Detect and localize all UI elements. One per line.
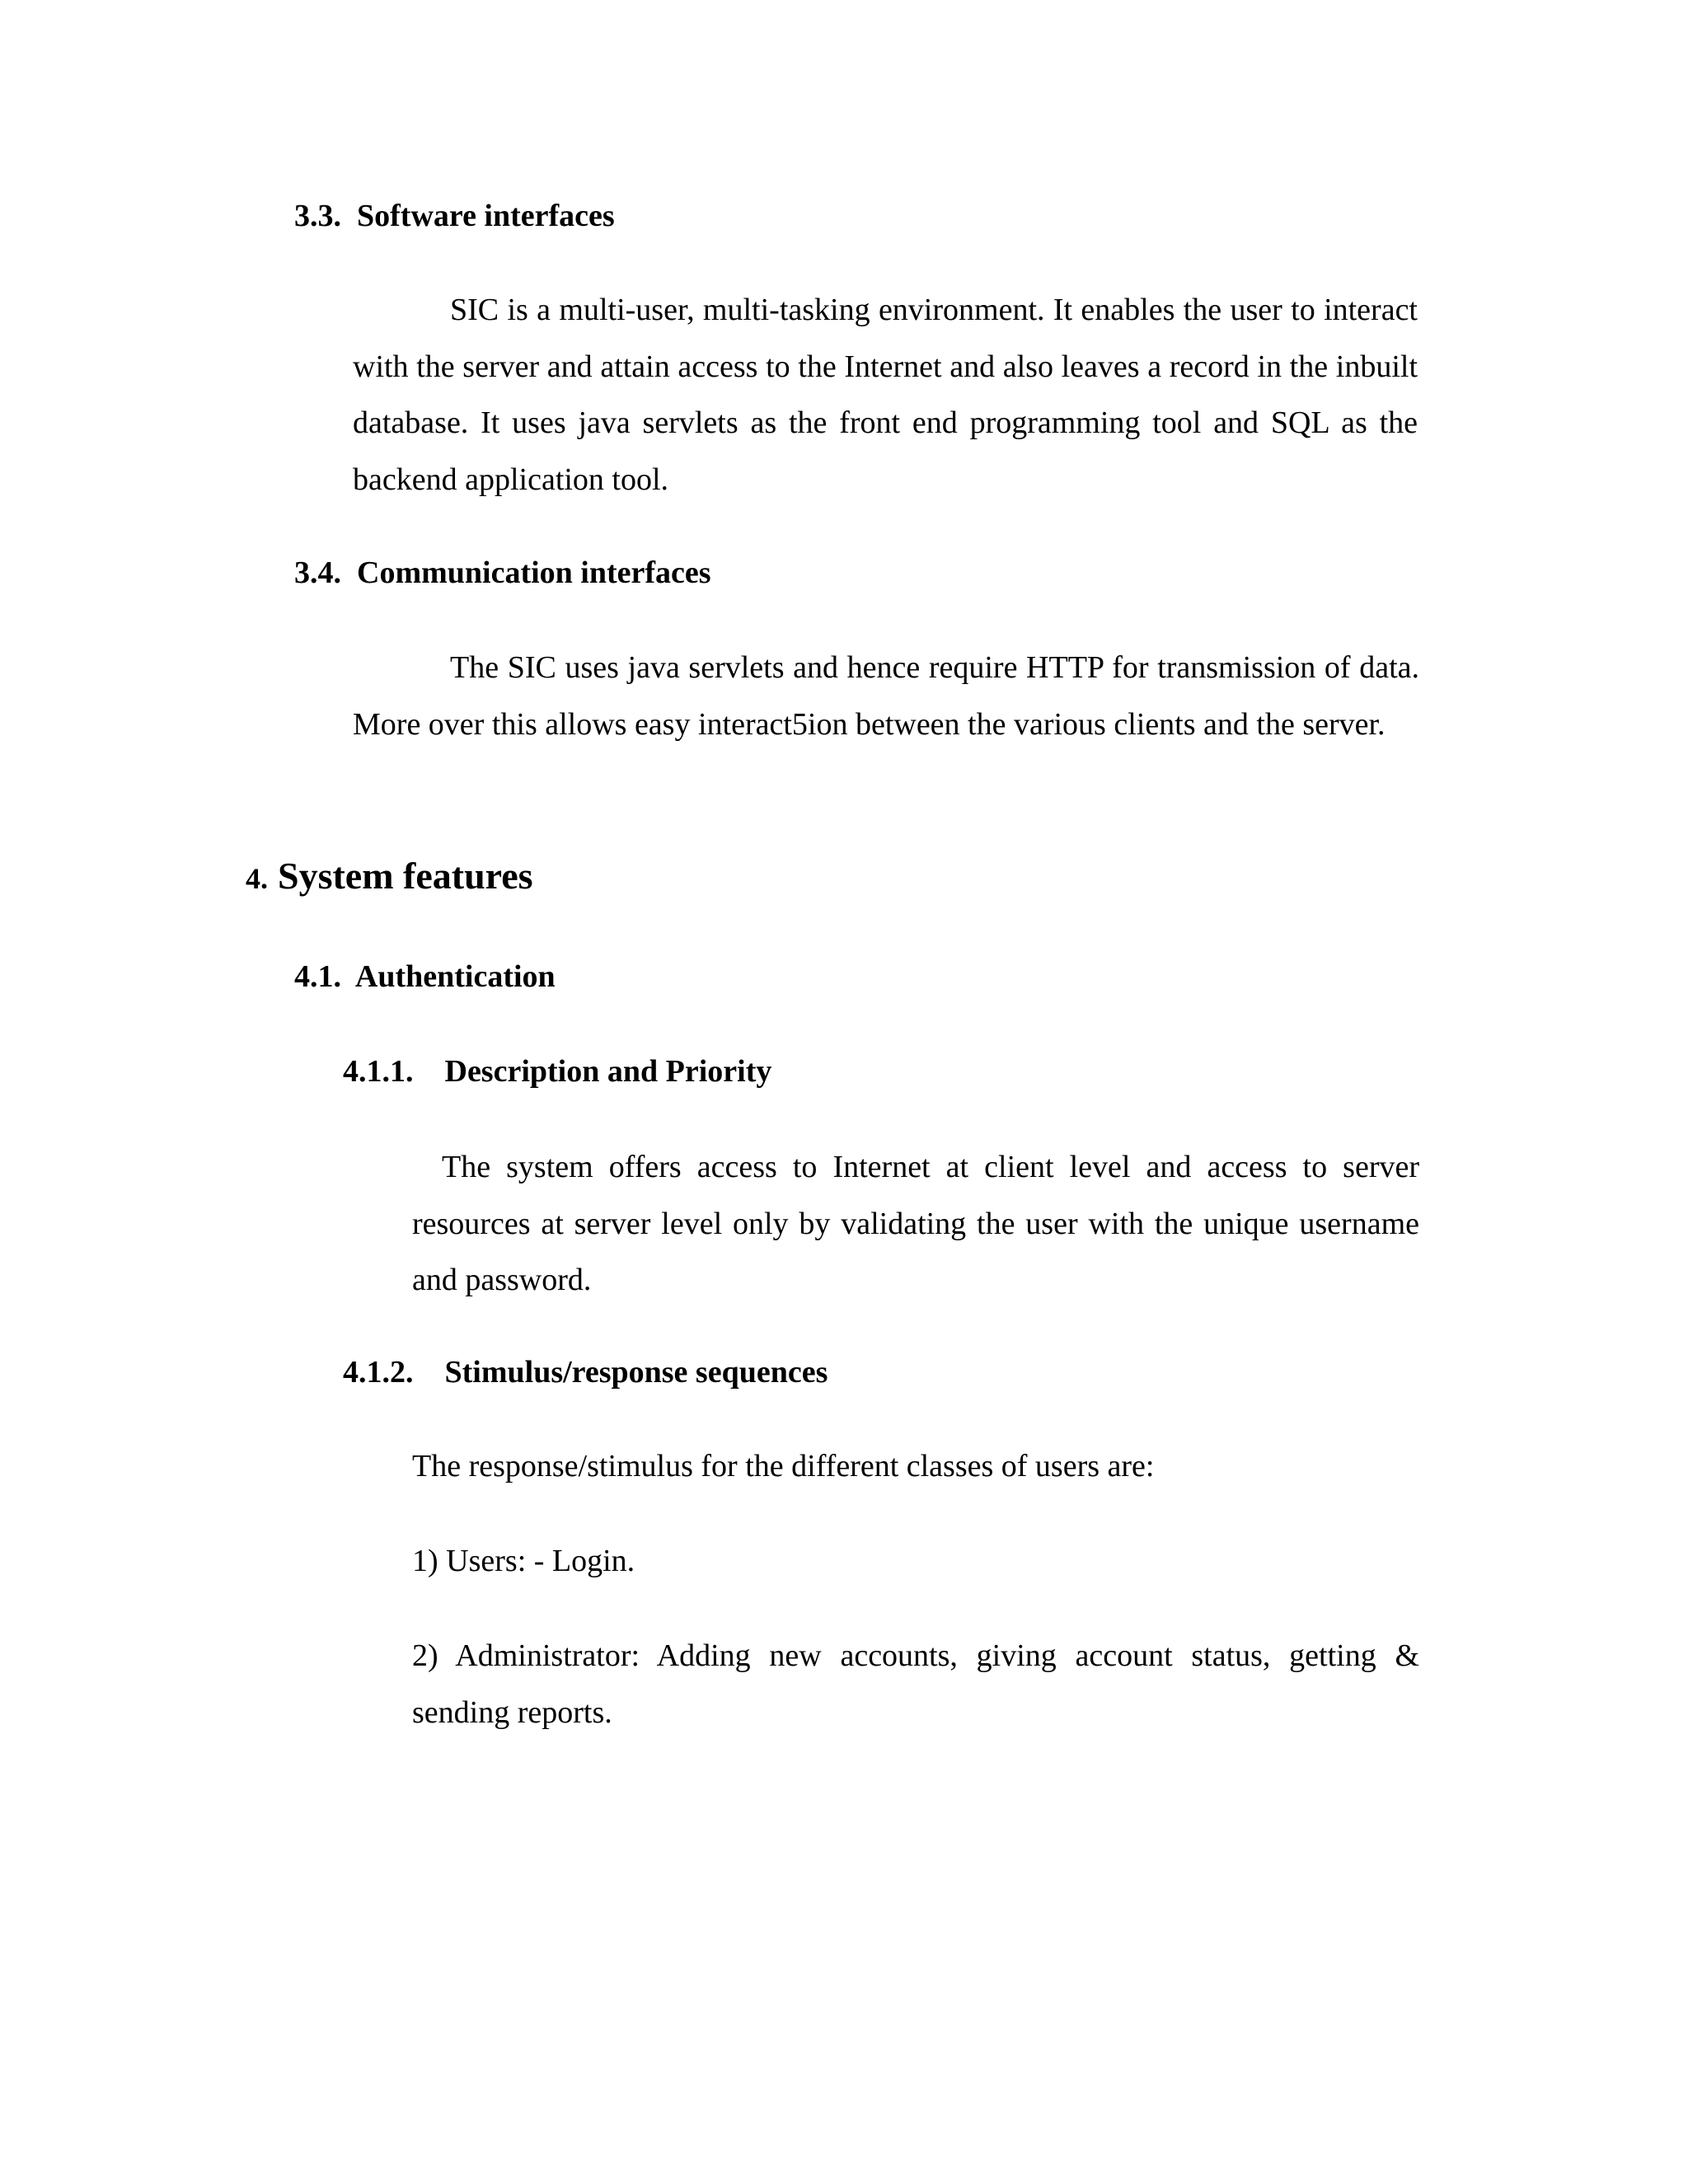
heading-software-interfaces: [294, 197, 615, 235]
heading-description-priority: [343, 1052, 771, 1090]
heading-number: 4.1.: [294, 959, 341, 994]
heading-title: System features: [278, 855, 533, 897]
heading-title: Authentication: [354, 959, 556, 994]
heading-communication-interfaces: [294, 554, 711, 592]
heading-authentication: [294, 958, 556, 996]
list-item-users: 1) Users: - Login.: [412, 1544, 635, 1578]
heading-title: Description and Priority: [444, 1054, 772, 1089]
heading-number: 4.1.2.: [343, 1355, 414, 1390]
paragraph-stimulus-intro: The response/stimulus for the different classes of users are:: [412, 1449, 1155, 1483]
heading-number: 4.: [246, 862, 268, 895]
paragraph-description-priority: The system offers access to Internet at client level and access to server resources at server level only by validating the user with the unique username and password.: [412, 1150, 1419, 1297]
paragraph-software-interfaces: SIC is a multi-user, multi-tasking environment. It enables the user to interact with the server and attain access to the Internet and also leaves a record in the inbuilt database. It uses java servlets as the front end programming tool and SQL as the backend application tool.: [353, 293, 1418, 497]
heading-stimulus-response: [343, 1353, 828, 1391]
heading-number: 3.3.: [294, 199, 341, 233]
list-item-administrator: 2) Administrator: Adding new accounts, giving account status, getting & sending reports.: [412, 1638, 1419, 1730]
heading-title: Software interfaces: [357, 199, 615, 233]
paragraph-communication-interfaces: The SIC uses java servlets and hence require HTTP for transmission of data. More over this allows easy interact5ion between the various clients and the server.: [353, 650, 1419, 742]
heading-title: Communication interfaces: [357, 555, 711, 590]
heading-system-features: [246, 855, 533, 907]
heading-number: 3.4.: [294, 555, 341, 590]
heading-number: 4.1.1.: [343, 1054, 414, 1089]
heading-title: Stimulus/response sequences: [444, 1355, 828, 1390]
